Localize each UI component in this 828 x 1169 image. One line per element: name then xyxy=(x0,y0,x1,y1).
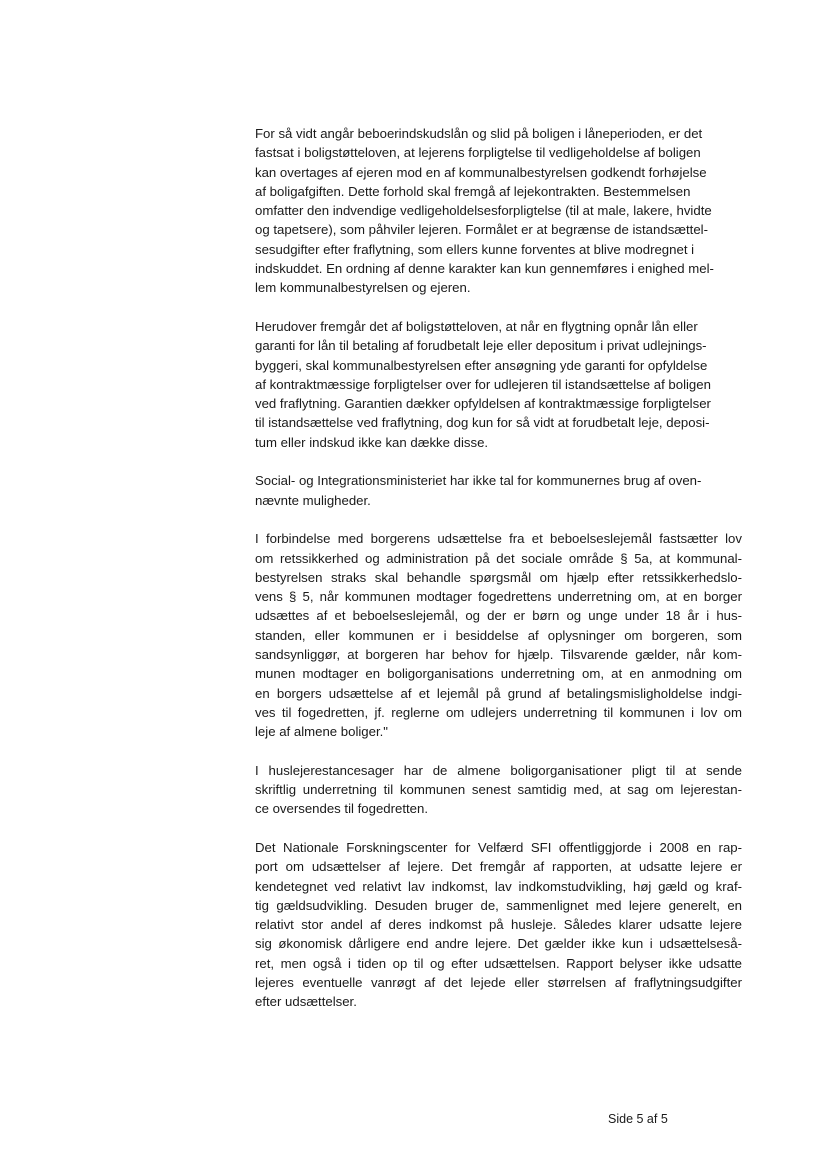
paragraph-line: af kontraktmæssige forpligtelser over for udlejeren til istandsættelse af boligen xyxy=(255,376,711,392)
paragraph-line: indskuddet. En ordning af denne karakter kan kun gennemføres i enighed mel- xyxy=(255,261,714,277)
paragraph-4 xyxy=(255,529,742,741)
paragraph-line: byggeri, skal kommunalbestyrelsen efter ansøgning yde garanti for opfyldelse xyxy=(255,357,708,373)
paragraph-line: ce oversendes til fogedretten. xyxy=(255,801,429,817)
paragraph-line: og tapetsere), som påhviler lejeren. Formålet er at begrænse de istandsættel- xyxy=(255,222,708,238)
paragraph-line: munen modtager en boligorganisations underretning om, at en anmodning om xyxy=(255,666,742,682)
paragraph-line: For så vidt angår beboerindskudslån og slid på boligen i låneperioden, er det xyxy=(255,126,703,141)
paragraph-line: kan overtages af ejeren mod en af kommunalbestyrelsen godkendt forhøjelse xyxy=(255,164,707,180)
paragraph-line: skriftlig underretning til kommunen senest samtidig med, at sag om lejerestan- xyxy=(255,782,742,798)
paragraph-line: I huslejerestancesager har de almene boligorganisationer pligt til at sende xyxy=(255,762,742,778)
paragraph-line: ret, men også i tiden op til og efter udsættelsen. Rapport belyser ikke udsatte xyxy=(255,955,742,971)
paragraph-line: vens § 5, når kommunen modtager fogedrettens underretning om, at en borger xyxy=(255,589,742,605)
paragraph-5 xyxy=(255,761,742,819)
paragraph-line: I forbindelse med borgerens udsættelse fra et beboelseslejemål fastsætter lov xyxy=(255,531,742,547)
paragraph-line: til istandsættelse ved fraflytning, dog kun for så vidt at forudbetalt leje, deposi- xyxy=(255,415,710,431)
paragraph-line: Herudover fremgår det af boligstøtteloven, at når en flygtning opnår lån eller xyxy=(255,318,698,334)
page-number: Side 5 af 5 xyxy=(608,1112,668,1126)
paragraph-line: omfatter den indvendige vedligeholdelsesforpligtelse (til at male, lakere, hvidte xyxy=(255,203,712,219)
paragraph-line: om retssikkerhed og administration på det sociale område § 5a, at kommunal- xyxy=(255,550,742,566)
document-body xyxy=(255,124,742,1031)
paragraph-6 xyxy=(255,838,742,1012)
paragraph-line: nævnte muligheder. xyxy=(255,492,371,508)
paragraph-line: port om udsættelser af lejere. Det fremgår af rapporten, at udsatte lejere er xyxy=(255,859,742,875)
paragraph-line: sig økonomisk dårligere end andre lejere. Det gælder ikke kun i udsættelseså- xyxy=(255,936,742,952)
paragraph-line: relativt stor andel af deres indkomst på husleje. Således klarer udsatte lejere xyxy=(255,917,742,933)
paragraph-2 xyxy=(255,317,742,452)
paragraph-line: leje af almene boliger." xyxy=(255,724,388,740)
paragraph-line: ves til fogedretten, jf. reglerne om udlejers underretning til kommunen i lov om xyxy=(255,704,742,720)
paragraph-line: lem kommunalbestyrelsen og ejeren. xyxy=(255,280,471,296)
paragraph-line: kendetegnet ved relativt lav indkomst, lav indkomstudvikling, høj gæld og kraf- xyxy=(255,878,742,894)
paragraph-line: efter udsættelser. xyxy=(255,994,357,1010)
paragraph-line: lejeres eventuelle vanrøgt af det lejede eller størrelsen af fraflytningsudgifter xyxy=(255,975,742,991)
paragraph-line: en borgers udsættelse af et lejemål på grund af betalingsmisligholdelse indgi- xyxy=(255,685,742,701)
paragraph-line: Det Nationale Forskningscenter for Velfærd SFI offentliggjorde i 2008 en rap- xyxy=(255,839,742,855)
paragraph-line: sesudgifter efter fraflytning, som ellers kunne forventes at blive modregnet i xyxy=(255,241,695,257)
paragraph-line: sandsynliggør, at borgeren har behov for hjælp. Tilsvarende gælder, når kom- xyxy=(255,647,742,663)
paragraph-line: fastsat i boligstøtteloven, at lejerens forpligtelse til vedligeholdelse af boligen xyxy=(255,145,701,161)
paragraph-line: af boligafgiften. Dette forhold skal fremgå af lejekontrakten. Bestemmelsen xyxy=(255,183,691,199)
paragraph-line: udsættes af et beboelseslejemål, og der er børn og unge under 18 år i hus- xyxy=(255,608,742,624)
paragraph-1 xyxy=(255,124,742,298)
paragraph-line: garanti for lån til betaling af forudbetalt leje eller depositum i privat udlejnings- xyxy=(255,338,707,354)
paragraph-line: tig gældsudvikling. Desuden bruger de, sammenlignet med lejere generelt, en xyxy=(255,897,742,913)
paragraph-line: Social- og Integrationsministeriet har ikke tal for kommunernes brug af oven- xyxy=(255,473,702,489)
paragraph-line: ved fraflytning. Garantien dækker opfyldelsen af kontraktmæssige forpligtelser xyxy=(255,396,711,412)
paragraph-line: bestyrelsen straks skal behandle spørgsmål om hjælp efter retssikkerhedslo- xyxy=(255,569,742,585)
paragraph-3 xyxy=(255,471,742,510)
paragraph-line: standen, eller kommunen er i besiddelse af oplysninger om borgeren, som xyxy=(255,627,742,643)
paragraph-line: tum eller indskud ikke kan dække disse. xyxy=(255,434,489,450)
